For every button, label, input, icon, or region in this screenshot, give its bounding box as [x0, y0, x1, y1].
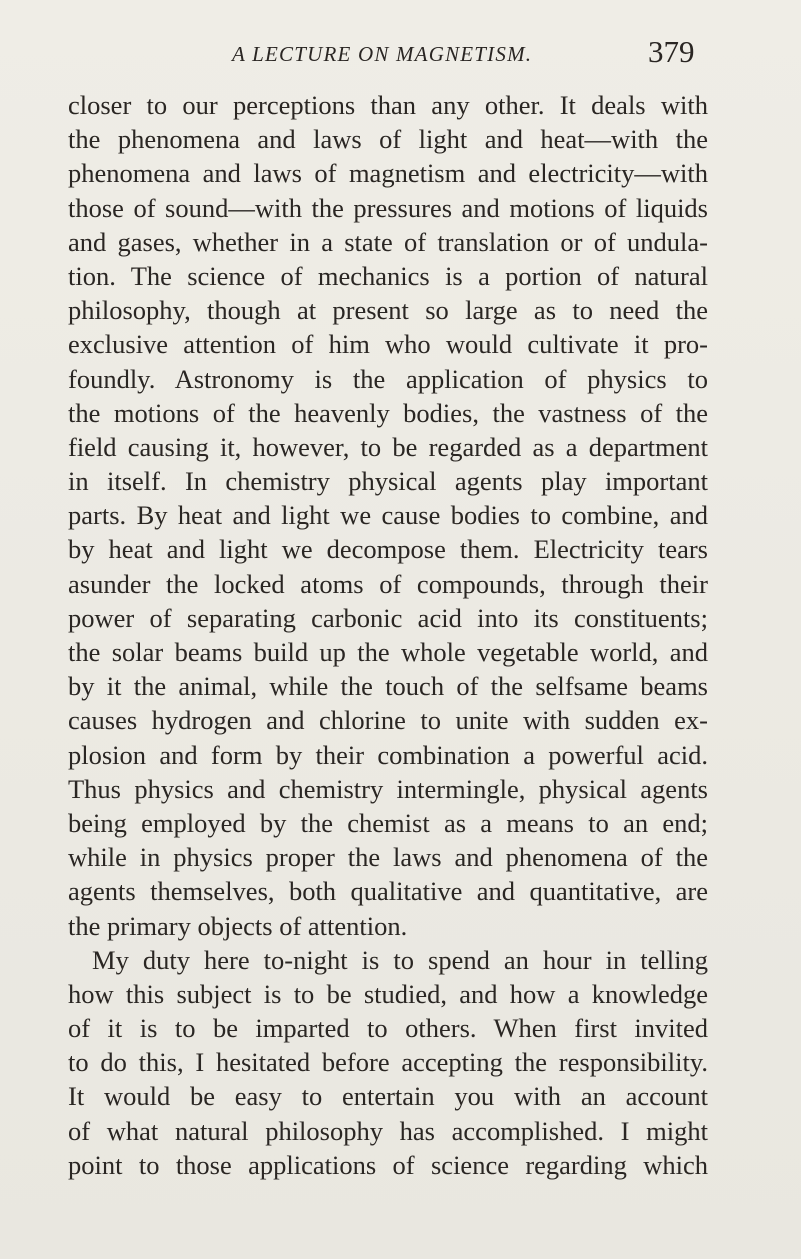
text-line: philosophy, though at present so large as to need the: [68, 295, 708, 326]
text-line: the solar beams build up the whole vegetable world, and: [68, 637, 708, 667]
text-line: the motions of the heavenly bodies, the vastness of the: [68, 397, 708, 428]
text-line: field causing it, however, to be regarded as a department: [68, 431, 708, 462]
text-line: parts. By heat and light we cause bodies to combine, and: [68, 500, 708, 531]
text-line: while in physics proper the laws and phenomena of the: [68, 842, 708, 873]
text-line: power of separating carbonic acid into its constituents;: [68, 602, 708, 633]
running-head: [0, 32, 801, 72]
text-line: those of sound—with the pressures and motions of liquids: [68, 192, 708, 223]
text-line: causes hydrogen and chlorine to unite with sudden ex-: [68, 705, 708, 736]
page-number: 379: [648, 34, 695, 69]
text-line: of what natural philosophy has accomplished. I might: [68, 1115, 708, 1146]
body-text: [68, 88, 708, 1182]
text-line: and gases, whether in a state of translation or of undula-: [68, 226, 708, 257]
text-line: foundly. Astronomy is the application of physics to: [68, 363, 708, 394]
text-line: asunder the locked atoms of compounds, through their: [68, 568, 708, 599]
text-line: plosion and form by their combination a powerful acid.: [68, 739, 708, 770]
text-line: being employed by the chemist as a means to an end;: [68, 807, 708, 838]
text-line: closer to our perceptions than any other. It deals with: [68, 90, 708, 120]
text-line: of it is to be imparted to others. When first invited: [68, 1013, 708, 1044]
paragraph-end-line: the primary objects of attention.: [68, 910, 408, 941]
text-line: agents themselves, both qualitative and quantitative, are: [68, 876, 708, 907]
text-line: by it the animal, while the touch of the selfsame beams: [68, 671, 708, 702]
running-title: A LECTURE ON MAGNETISM.: [232, 42, 533, 66]
text-line: point to those applications of science regarding which: [68, 1149, 708, 1180]
text-line: It would be easy to entertain you with an account: [68, 1081, 708, 1112]
text-line: to do this, I hesitated before accepting the responsibility.: [68, 1047, 708, 1078]
text-line: in itself. In chemistry physical agents play important: [68, 466, 708, 497]
text-line: how this subject is to be studied, and how a knowledge: [68, 978, 708, 1009]
text-line: by heat and light we decompose them. Electricity tears: [68, 534, 708, 565]
text-line: Thus physics and chemistry intermingle, physical agents: [68, 773, 708, 804]
text-line: tion. The science of mechanics is a portion of natural: [68, 260, 708, 291]
paragraph-start-line: My duty here to-night is to spend an hour in telling: [92, 944, 708, 975]
text-line: phenomena and laws of magnetism and electricity—with: [68, 158, 708, 189]
text-line: the phenomena and laws of light and heat—with the: [68, 124, 708, 155]
text-line: exclusive attention of him who would cultivate it pro-: [68, 329, 708, 360]
